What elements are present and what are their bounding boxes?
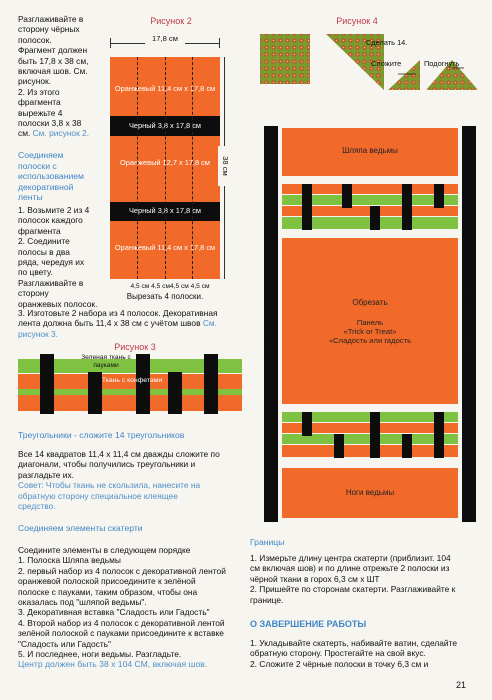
text-line: лента должна быть 11,4 х 38 см с учётом швов	[18, 318, 201, 329]
page-number: 21	[456, 680, 467, 690]
final-size-note: Центр должен быть 38 х 104 СМ, включая шов.	[18, 659, 208, 670]
text-line: ряда, чередуя их	[18, 257, 85, 268]
step3-text	[18, 308, 242, 339]
heading-line: декоративной	[18, 181, 74, 192]
green-fabric-label: Зеленая ткань с пауками	[81, 354, 131, 369]
tip-line: средство.	[18, 501, 56, 512]
text-line: зелёной полоской с пауками присоедините к вставке	[18, 628, 224, 639]
text-line: рисунок.	[18, 76, 51, 87]
figure-ref-link: рисунок 3.	[18, 328, 58, 339]
text-line: диагонали, чтобы получились треугольники и	[18, 459, 196, 470]
figure2-caption: Вырезать 4 полоски.	[126, 292, 204, 301]
make14-label: Сделать 14.	[366, 38, 408, 47]
band-label: Оранжевый 12,7 х 17,8 см	[120, 158, 210, 167]
tablecloth-diagram	[264, 126, 476, 522]
cut-line	[137, 57, 138, 279]
text-line: Разглаживайте в	[18, 14, 84, 24]
black-weave-block	[40, 354, 54, 414]
section-title-ribbon	[18, 150, 108, 203]
cut-label: Обрезать	[352, 298, 388, 307]
band-label: Черный 3,8 х 17,8 см	[128, 121, 201, 130]
height-label: 38 см	[218, 146, 230, 186]
figure2-title: Рисунок 2	[150, 16, 192, 26]
finish-text	[250, 638, 486, 669]
text-line: полосок.	[18, 34, 52, 45]
heading-line: полоски с	[18, 160, 57, 171]
text-line: 4. Второй набор из 4 полосок с декоративной лентой	[18, 617, 225, 628]
text-line: фрагмента	[18, 97, 61, 108]
intro-text	[18, 14, 106, 139]
text-line: чёрной ткани в горох 6,3 см х ШТ	[250, 573, 380, 584]
figure4-title: Рисунок 4	[336, 16, 378, 26]
right-border-label: 6,3 см черные полоски	[465, 272, 475, 357]
text-line: быть 17,8 х 38 см,	[18, 55, 89, 66]
black-weave-block	[204, 354, 218, 414]
text-line: оранжевой полоской присоедините к зелёной	[18, 576, 196, 587]
tip-line: обратную сторону специальное клеящее	[18, 490, 178, 501]
witch-hat-block	[282, 128, 458, 176]
heading-line: использованием	[18, 171, 84, 182]
text-line: 2. Сложите 2 чёрные полоски в точку 6,3 см и	[250, 658, 429, 669]
heading-line: Соединяем	[18, 150, 64, 160]
text-line: 1. Укладывайте скатерть, набивайте ватин, сделайте	[250, 638, 457, 648]
text-line: 1. Измерьте длину центра скатерти (приблизит. 104	[250, 553, 451, 563]
band-label: Черный 3,8 х 17,8 см	[128, 206, 201, 215]
text-line: "Сладость или Гадость"	[18, 638, 112, 649]
borders-text	[250, 553, 486, 605]
ribbon-steps	[18, 205, 110, 309]
strip-widths-label: 4,5 см 4,5 см4,5 см 4,5 см	[130, 283, 210, 290]
ribbon-set-bottom	[282, 412, 458, 458]
dimension-tick	[110, 38, 111, 48]
text-line: 3. Изготовьте 2 набора из 4 полосок. Декоративная	[18, 308, 218, 318]
borders-title: Границы	[250, 537, 285, 547]
text-line: оранжевых полосок.	[18, 298, 98, 309]
text-line: Разглаживайте в	[18, 277, 84, 288]
panel-label: Панель	[356, 318, 384, 327]
figure-ref-link: См.	[202, 318, 217, 329]
text-line: 3. Декоративная вставка "Сладость или Гадость"	[18, 607, 210, 618]
width-label: 17,8 см	[145, 34, 185, 44]
assemble-title: Соединяем элементы скатерти	[18, 523, 143, 533]
text-line: полоске с пауками, таким образом, чтобы она	[18, 586, 198, 597]
text-line: полоски 3,8 х 38	[18, 118, 82, 129]
trim-label: Подогнуть	[424, 59, 460, 68]
block-label: Ноги ведьмы	[345, 488, 395, 497]
text-line: по цвету.	[18, 267, 53, 278]
text-line: вырежьте 4	[18, 107, 63, 118]
text-line: 2. Соедините	[18, 236, 70, 247]
text-line: границе.	[250, 594, 284, 605]
text-line: обратную сторону. Простегайте на свой вкус.	[250, 648, 426, 659]
text-line: фрагмента	[18, 225, 61, 236]
panel-label: «Trick or Treat»	[343, 327, 397, 336]
text-line: сторону	[18, 288, 49, 299]
text-line: полосок каждого	[18, 215, 83, 226]
text-line: оказалась под "шляпой ведьмы".	[18, 597, 147, 608]
cut-line	[165, 57, 166, 279]
block-label: Шляпа ведьмы	[342, 146, 398, 155]
text-line: см.	[18, 128, 31, 139]
text-line: Фрагмент должен	[18, 45, 88, 56]
square-fabric	[260, 34, 310, 84]
cut-line	[192, 57, 193, 279]
assemble-text	[18, 545, 244, 670]
triangles-text	[18, 449, 244, 511]
panel-label: «Сладость или гадость	[328, 336, 412, 345]
figure3-title: Рисунок 3	[114, 342, 156, 352]
text-line: 2. Из этого	[18, 86, 60, 97]
text-line: 5. И последнее, ноги ведьмы. Разгладьте.	[18, 649, 182, 660]
band-label: Оранжевый 11,4 см х 17,8 см	[114, 84, 216, 93]
triangles-title: Треугольники - сложите 14 треугольников	[18, 430, 185, 440]
text-line: сторону чёрных	[18, 24, 80, 35]
text-line: разгладьте их.	[18, 469, 74, 480]
tip-line: Совет: Чтобы ткань не скользила, нанесите на	[18, 480, 201, 491]
trick-or-treat-panel	[282, 238, 458, 404]
text-line: Все 14 квадратов 11,4 х 11,4 см дважды сложите по	[18, 449, 220, 459]
finish-title: О ЗАВЕРШЕНИЕ РАБОТЫ	[250, 619, 367, 629]
heading-line: ленты	[18, 192, 43, 203]
fold-label: Сложите	[371, 59, 402, 68]
figure3-ribbon-diagram	[18, 354, 242, 414]
band-label: Оранжевый 11,4 см х 17,8 см	[114, 243, 216, 252]
orange-fabric-label: Ткань с конфетами	[101, 377, 163, 384]
ribbon-set-top	[282, 184, 458, 230]
dimension-tick	[219, 38, 220, 48]
text-line: Соедините элементы в следующем порядке	[18, 545, 191, 555]
text-line: включая шов. См.	[18, 66, 88, 77]
text-line: 1. Возьмите 2 из 4	[18, 205, 90, 215]
text-line: см включая шов) и по длине отрежьте 2 полоски из	[250, 563, 450, 574]
figure2-strip-diagram	[110, 57, 220, 279]
text-line: 2. первый набор из 4 полосок с декоративной лентой	[18, 565, 226, 576]
text-line: 2. Пришейте по сторонам скатерти. Разглаживайте к	[250, 584, 456, 595]
text-line: полосы в два	[18, 246, 70, 257]
figure-ref-link: См. рисунок 2.	[32, 128, 90, 139]
witch-legs-block	[282, 468, 458, 518]
left-border-label: 6,3 см черные полоски	[265, 282, 275, 367]
text-line: 1. Полоска Шляпа ведьмы	[18, 555, 121, 566]
